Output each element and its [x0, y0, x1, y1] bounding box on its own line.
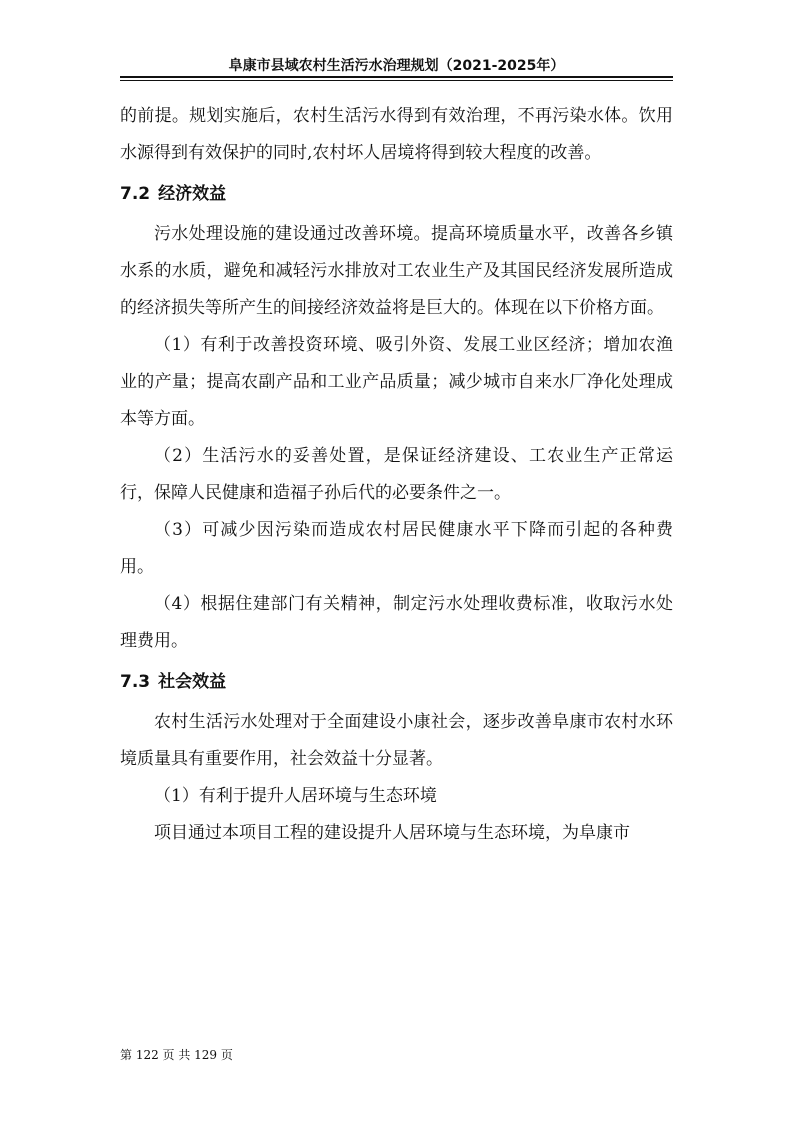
paragraph-7-2-item-4: （4）根据住建部门有关精神，制定污水处理收费标准，收取污水处理费用。 [120, 594, 673, 651]
section-number: 7.2 [120, 184, 151, 204]
page-number: 第 122 页 共 129 页 [120, 1048, 233, 1062]
section-heading-7-3 [120, 660, 673, 704]
header-rule-thick [120, 76, 673, 78]
section-number: 7.3 [120, 672, 151, 692]
document-body [120, 98, 673, 852]
paragraph-intro: 的前提。规划实施后，农村生活污水得到有效治理，不再污染水体。饮用水源得到有效保护的同时,农村坏人居境将得到较大程度的改善。 [120, 106, 673, 163]
paragraph-7-2-item-1: （1）有利于改善投资环境、吸引外资、发展工业区经济；增加农渔业的产量；提高农副产品和工业产品质量；减少城市自来水厂净化处理成本等方面。 [120, 335, 673, 429]
header-title: 阜康市县域农村生活污水治理规划（2021-2025年） [228, 58, 565, 74]
section-title: 经济效益 [158, 184, 227, 204]
header-rule-thin [120, 80, 673, 81]
paragraph-7-2-item-3: （3）可减少因污染而造成农村居民健康水平下降而引起的各种费用。 [120, 520, 673, 577]
paragraph-7-3-item-1: （1）有利于提升人居环境与生态环境 [154, 786, 437, 806]
paragraph-7-3-intro: 农村生活污水处理对于全面建设小康社会，逐步改善阜康市农村水环境质量具有重要作用，社会效益十分显著。 [120, 712, 673, 769]
paragraph-7-3-item-2: 项目通过本项目工程的建设提升人居环境与生态环境，为阜康市 [154, 823, 630, 843]
section-heading-7-2 [120, 172, 673, 216]
paragraph-7-2-intro: 污水处理设施的建设通过改善环境。提高环境质量水平，改善各乡镇水系的水质，避免和减轻污水排放对工农业生产及其国民经济发展所造成的经济损失等所产生的间接经济效益将是巨大的。体现在以下价格方面。 [120, 224, 673, 318]
paragraph-7-2-item-2: （2）生活污水的妥善处置，是保证经济建设、工农业生产正常运行，保障人民健康和造福子孙后代的必要条件之一。 [120, 446, 673, 503]
section-title: 社会效益 [158, 672, 227, 692]
